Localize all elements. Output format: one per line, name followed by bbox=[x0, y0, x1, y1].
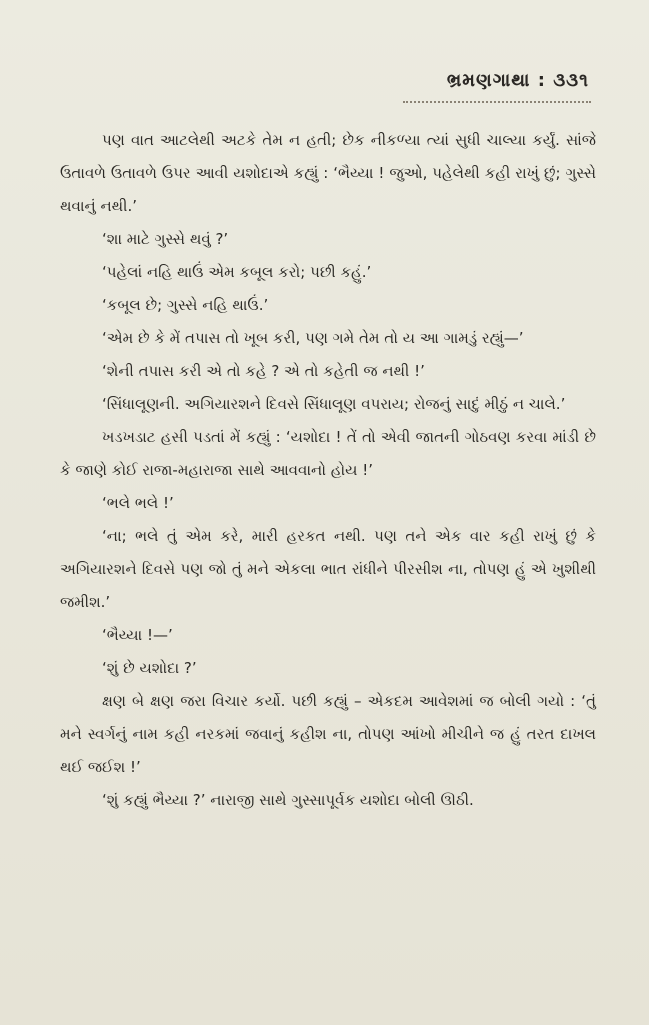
header-rule bbox=[403, 97, 591, 103]
paragraph: ‘શું છે યશોદા ?’ bbox=[102, 659, 197, 677]
paragraph: ‘સિંધાલૂણની. અગિયારશને દિવસે સિંધાલૂણ વપરાય; રોજનું સાદું મીઠું ન ચાલે.’ bbox=[102, 395, 566, 413]
paragraph: ‘ભૈય્યા !—’ bbox=[102, 626, 173, 644]
paragraph: ‘ભલે ભલે !’ bbox=[102, 494, 174, 512]
paragraph: ‘કબૂલ છે; ગુસ્સે નહિ થાઉં.’ bbox=[102, 296, 269, 314]
paragraph: ‘શું કહ્યું ભૈય્યા ?’ નારાજી સાથે ગુસ્સાપૂર્વક યશોદા બોલી ઊઠી. bbox=[102, 791, 474, 809]
paragraph: ખડખડાટ હસી પડતાં મેં કહ્યું : ‘યશોદા ! તેં તો એવી જાતની ગોઠવણ કરવા માંડી છે કે જાણે કોઈ રાજા-મહારાજા સાથે આવવાનો હોય !’ bbox=[60, 428, 596, 479]
paragraph: ‘શા માટે ગુસ્સે થવું ?’ bbox=[102, 230, 229, 248]
paragraph: ‘એમ છે કે મેં તપાસ તો ખૂબ કરી, પણ ગમે તેમ તો ય આ ગામડું રહ્યું—’ bbox=[102, 329, 524, 347]
running-head: ભ્રમણગાથા : ૩૩૧ bbox=[446, 70, 589, 91]
paragraph: પણ વાત આટલેથી અટકે તેમ ન હતી; છેક નીકળ્યા ત્યાં સુધી ચાલ્યા કર્યું. સાંજે ઉતાવળે ઉતાવળે ઉપર આવી યશોદાએ કહ્યું : ‘ભૈય્યા ! જુઓ, પહેલેથી કહી રાખું છું; ગુસ્સે થવાનું નથી.’ bbox=[60, 131, 596, 215]
paragraph: ‘પહેલાં નહિ થાઉં એમ કબૂલ કરો; પછી કહું.’ bbox=[102, 263, 372, 281]
paragraph: ‘ના; ભલે તું એમ કરે, મારી હરકત નથી. પણ તને એક વાર કહી રાખું છું કે અગિયારશને દિવસે પણ જો તું મને એકલા ભાત રાંધીને પીરસીશ ના, તોપણ હું એ ખુશીથી જમીશ.’ bbox=[60, 527, 596, 611]
paragraph: ક્ષણ બે ક્ષણ જરા વિચાર કર્યો. પછી કહ્યું – એકદમ આવેશમાં જ બોલી ગયો : ‘તું મને સ્વર્ગનું નામ કહી નરકમાં જવાનું કહીશ ના, તોપણ આંખો મીચીને જ હું તરત દાખલ થઈ જઈશ !’ bbox=[60, 692, 596, 776]
paragraph: ‘શેની તપાસ કરી એ તો કહે ? એ તો કહેતી જ નથી !’ bbox=[102, 362, 425, 380]
body-text bbox=[60, 124, 596, 817]
